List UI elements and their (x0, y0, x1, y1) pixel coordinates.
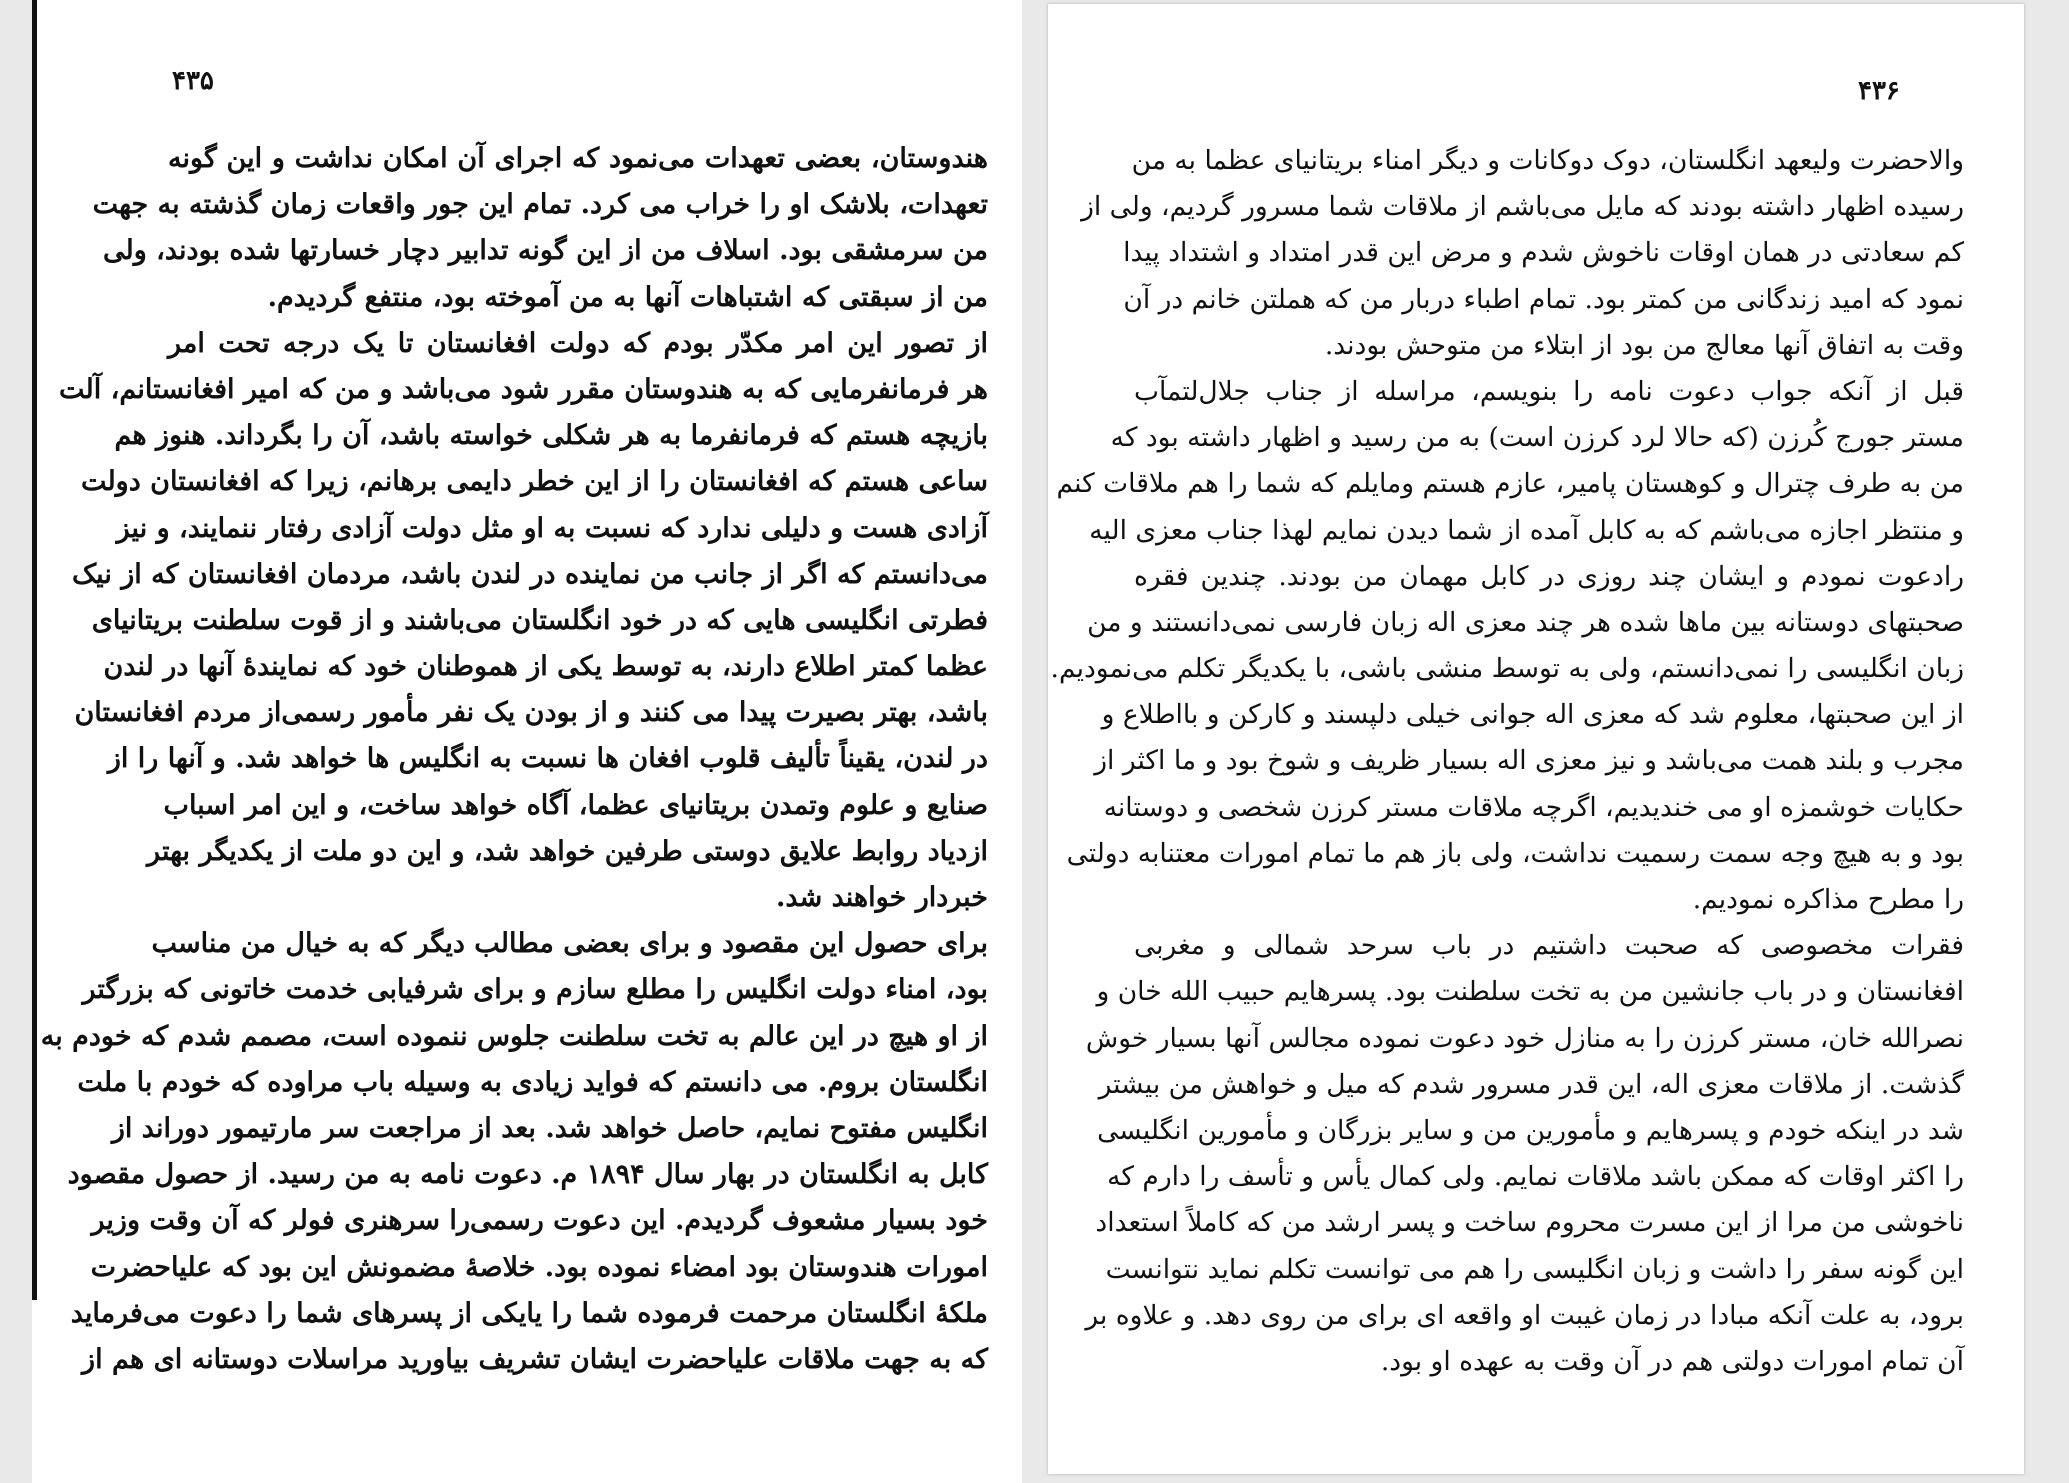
text-line: بود، امناء دولت انگلیس را مطلع سازم و برای شرفیابی خدمت خاتونی که بزرگتر (82, 974, 988, 1006)
text-line: والاحضرت ولیعهد انگلستان، دوک دوکانات و دیگر امناء بریتانیای عظما به من (1131, 145, 1964, 176)
text-line: بود و به هیچ وجه سمت رسمیت نداشت، ولی باز هم ما تمام امورات معتنابه دولتی (1066, 837, 1964, 869)
text-line: مستر جورج کُرزن (که حالا لرد کرزن است) به من رسید و اظهار داشته بود که (1110, 422, 1964, 454)
page-number: ۴۳۵ (172, 66, 214, 96)
text-line: قبل از آنکه جواب دعوت نامه را بنویسم، مراسله از جناب جلال‌لتمآب (1134, 375, 1964, 407)
text-line: انگلیس مفتوح نمایم، حاصل خواهد شد. بعد از مراجعت سر مارتیمور دوراند از (111, 1112, 988, 1144)
text-line: صحبتهای دوستانه بین ماها شده هر چند معزی اله زبان فارسی نمی‌دانستند و من (1087, 606, 1964, 638)
text-line: مجرب و بلند همت می‌باشد و نیز معزی اله بسیار ظریف و شوخ بود و ما اکثر از (1094, 745, 1964, 777)
text-line: من به طرف چترال و کوهستان پامیر، عازم هستم ومایلم که شما را هم ملاقات کنم (1056, 468, 1964, 500)
page-text (40, 136, 988, 1383)
text-line: ازدیاد روابط علایق دوستی طرفین خواهد شد، و این دو ملت از یکدیگر بهتر (147, 835, 988, 867)
text-line: خبردار خواهند شد. (776, 882, 988, 913)
text-line: فقرات مخصوصی که صحبت داشتیم در باب سرحد شمالی و مغربی (1134, 930, 1964, 962)
text-line: می‌دانستم که اگر از جانب من نماینده در لندن باشد، مردمان افغانستان که از نیک (72, 558, 988, 590)
text-line: کم سعادتی در همان اوقات ناخوش شدم و مرض این قدر امتداد و اشتداد پیدا (1123, 237, 1964, 269)
text-line: ناخوشی من مرا از این مسرت محروم ساخت و پسر ارشد من که کاملاً استعداد (1095, 1207, 1964, 1239)
text-line: این گونه سفر را داشت و زبان انگلیسی را هم می توانست تکلم نماید نتوانست (1105, 1253, 1964, 1285)
page-text (1050, 138, 1964, 1385)
text-line: وقت به اتفاق آنها معالج من بود از ابتلاء من متوحش بودند. (1324, 329, 1964, 361)
text-line: از تصور این امر مکدّر بودم که دولت افغانستان تا یک درجه تحت امر (168, 327, 988, 359)
text-line: و منتظر اجازه می‌باشم که به کابل آمده از شما دیدن نمایم لهذا جناب معزی الیه (1089, 514, 1964, 546)
text-line: ساعی هستم که افغانستان را از این خطر دایمی برهانم، زیرا که افغانستان دولت (80, 466, 988, 498)
text-line: بازیچه هستم که فرمانفرما به هر شکلی خواسته باشد، آن را بگرداند. هنوز هم (114, 420, 988, 452)
text-line: را اکثر اوقات که ممکن باشد ملاقات نمایم. ولی کمال یأس و تأسف را دارم که (1107, 1161, 1964, 1193)
left-page (32, 0, 1022, 1483)
text-line: من سرمشقی بود. اسلاف من از این گونه تدابیر دچار خسارتها شده بودند، ولی (102, 235, 988, 267)
text-line: آن تمام امورات دولتی هم در آن وقت به عهده او بود. (1380, 1345, 1964, 1377)
text-line: نصرالله خان، مستر کرزن را به منازل خود دعوت نموده مجالس آنها بسیار خوش (1085, 1022, 1964, 1054)
text-line: هندوستان، بعضی تعهدات می‌نمود که اجرای آن امکان نداشت و این گونه (168, 143, 988, 174)
text-line: نمود که امید زندگانی من کمتر بود. تمام اطباء دربار من که هملتن خانم در آن (1123, 283, 1964, 315)
right-page (1048, 4, 2024, 1474)
text-line: رادعوت نمودم و ایشان چند روزی در کابل مهمان من بودند. چندین فقره (1134, 560, 1964, 592)
text-line: من از سبقتی که اشتباهات آنها به من آموخته بود، منتفع گردیدم. (267, 281, 988, 313)
text-line: رسیده اظهار داشته بودند که مایل می‌باشم از ملاقات شما مسرور گردیم، ولی از (1081, 191, 1964, 223)
text-line: فطرتی انگلیسی هایی که در خود انگلستان می‌باشند و از قوت سلطنت بریتانیای (91, 604, 988, 636)
text-line: باشد، بهتر بصیرت پیدا می کنند و از بودن یک نفر مأمور رسمی‌از مردم افغانستان (74, 697, 988, 729)
text-line: امورات هندوستان بود امضاء نموده بود. خلاصهٔ مضمونش این بود که علیاحضرت (90, 1251, 988, 1283)
text-line: آزادی هست و دلیلی ندارد که نسبت به او مثل دولت آزادی رفتار ننمایند، و نیز (116, 512, 988, 544)
text-line: ملکهٔ انگلستان مرحمت فرموده شما را یایکی از پسرهای شما را دعوت می‌فرماید (70, 1297, 988, 1329)
page-spine-shadow (32, 0, 37, 1300)
text-line: تعهدات، بلاشک او را خراب می کرد. تمام این جور واقعات زمان گذشته به جهت (92, 189, 988, 221)
text-line: از او هیچ در این عالم به تخت سلطنت جلوس ننموده است، مصمم شدم که خودم به (40, 1020, 988, 1052)
text-line: هر فرمانفرمایی که به هندوستان مقرر شود می‌باشد و من که امیر افغانستانم، آلت (59, 373, 988, 405)
text-line: افغانستان و در باب جانشین من به تخت سلطنت بود. پسرهایم حبیب الله خان و (1096, 976, 1964, 1008)
text-line: کابل به انگلستان در بهار سال ۱۸۹۴ م. دعوت نامه به من رسید. از حصول مقصود (67, 1159, 988, 1191)
text-line: از این صحبتها، معلوم شد که معزی اله جوانی خیلی دلپسند و کارکن و بااطلاع و (1101, 699, 1964, 731)
text-line: زبان انگلیسی را نمی‌دانستم، ولی به توسط منشی باشی، با یکدیگر تکلم می‌نمودیم. (1050, 653, 1964, 685)
text-line: خود بسیار مشعوف گردیدم. این دعوت رسمی‌را سرهنری فولر که آن وقت وزیر (91, 1205, 988, 1237)
text-line: برای حصول این مقصود و برای بعضی مطالب دیگر که به خیال من مناسب (151, 928, 988, 960)
text-line: صنایع و علوم وتمدن بریتانیای عظما، آگاه خواهد ساخت، و این امر اسباب (163, 789, 988, 821)
text-line: گذشت. از ملاقات معزی اله، این قدر مسرور شدم که میل و خواهش من بیشتر (1098, 1068, 1964, 1100)
text-line: حکایات خوشمزه او می خندیدیم، اگرچه ملاقات مستر کرزن شخصی و دوستانه (1103, 791, 1964, 823)
text-line: که به جهت ملاقات علیاحضرت ایشان تشریف بیاورید مراسلات دوستانه ای هم از (82, 1343, 988, 1375)
text-line: عظما کمتر اطلاع دارند، به توسط یکی از هموطنان خود که نمایندهٔ آنها در لندن (103, 651, 988, 683)
text-line: انگلستان بروم. می دانستم که فواید زیادی به وسیله باب مراوده که خودم با ملت (77, 1066, 988, 1098)
text-line: شد در اینکه خودم و پسرهایم و مأمورین من و سایر بزرگان و مأمورین انگلیسی (1097, 1114, 1964, 1146)
text-line: را مطرح مذاکره نمودیم. (1692, 884, 1964, 915)
text-line: در لندن، یقیناً تألیف قلوب افغان ها نسبت به انگلیس ها خواهد شد. و آنها را از (107, 743, 988, 775)
page-number: ۴۳۶ (1858, 76, 1900, 106)
text-line: برود، به علت آنکه مبادا در زمان غیبت او واقعه ای برای من روی دهد. و علاوه بر (1085, 1299, 1964, 1331)
